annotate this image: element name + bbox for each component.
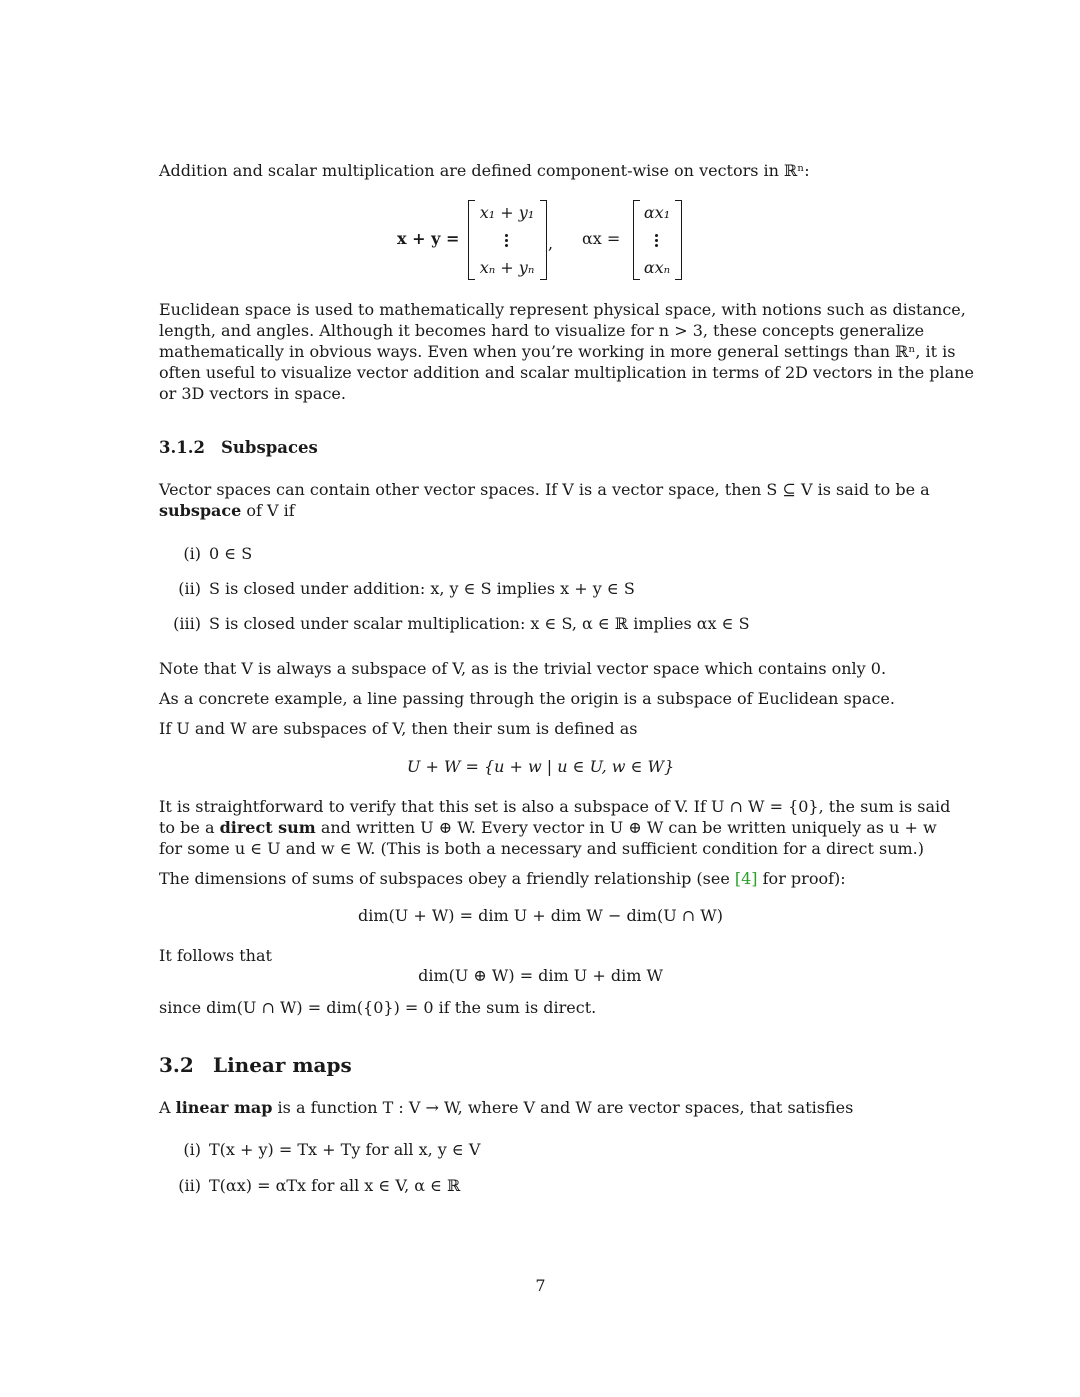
section-heading	[159, 1053, 352, 1077]
scalar-top-entry: αx₁	[643, 203, 671, 222]
right-bracket-1	[540, 200, 547, 280]
text-span: for proof):	[757, 869, 846, 888]
sum-bottom-entry: xₙ + yₙ	[479, 258, 535, 277]
text-span: and written U ⊕ W. Every vector in U ⊕ W can be written uniquely as u + w	[315, 818, 937, 837]
item-text: T(αx) = αTx for all x ∈ V, α ∈ ℝ	[209, 1176, 461, 1195]
text-span: to be a	[159, 818, 220, 837]
paragraph-line: for some u ∈ U and w ∈ W. (This is both a necessary and sufficient condition for a direct sum.)	[159, 839, 925, 858]
since-line: since dim(U ∩ W) = dim({0}) = 0 if the sum is direct.	[159, 998, 597, 1017]
subspace-def-line2	[159, 500, 295, 521]
subsection-number: 3.1.2	[159, 438, 205, 457]
follows-line: It follows that	[159, 946, 272, 965]
paragraph-line: or 3D vectors in space.	[159, 384, 346, 403]
item-text: S is closed under addition: x, y ∈ S implies x + y ∈ S	[209, 579, 635, 598]
right-bracket-2	[675, 200, 682, 280]
linear-map-term: linear map	[175, 1098, 273, 1117]
item-text: T(x + y) = Tx + Ty for all x, y ∈ V	[209, 1140, 481, 1159]
note-line: Note that V is always a subspace of V, as is the trivial vector space which contains only 0.	[159, 659, 887, 678]
item-text: 0 ∈ S	[209, 544, 253, 563]
subspace-def-line1: Vector spaces can contain other vector spaces. If V is a vector space, then S ⊆ V is said to be a	[159, 480, 930, 499]
vdots-1	[505, 232, 509, 249]
sum-definition-equation: U + W = {u + w | u ∈ U, w ∈ W}	[406, 757, 675, 776]
list-item	[159, 1176, 460, 1195]
text-span: A	[159, 1098, 176, 1117]
intro-line: Addition and scalar multiplication are defined component-wise on vectors in ℝⁿ:	[159, 161, 810, 180]
separator-comma: ,	[548, 234, 554, 253]
direct-sum-term: direct sum	[219, 818, 316, 837]
dimension-paragraph	[159, 868, 846, 889]
scalar-bottom-entry: αxₙ	[643, 258, 671, 277]
item-label: (i)	[183, 1140, 201, 1159]
paragraph-line	[159, 817, 937, 838]
note-line: If U and W are subspaces of V, then their sum is defined as	[159, 719, 638, 738]
item-label: (ii)	[178, 1176, 201, 1195]
paragraph-line: Euclidean space is used to mathematically represent physical space, with notions such as distance,	[159, 300, 966, 319]
list-item	[159, 614, 750, 633]
text-span: The dimensions of sums of subspaces obey a friendly relationship (see	[159, 869, 735, 888]
document-page	[159, 0, 974, 1397]
dimension-equation-1: dim(U + W) = dim U + dim W − dim(U ∩ W)	[358, 906, 723, 925]
subsection-title: Subspaces	[221, 438, 318, 457]
subspace-term: subspace	[159, 501, 242, 520]
subsection-heading	[159, 438, 318, 457]
subspace-def-rest: of V if	[241, 501, 295, 520]
dimension-equation-2: dim(U ⊕ W) = dim U + dim W	[418, 966, 663, 985]
list-item	[159, 1140, 480, 1159]
paragraph-line: often useful to visualize vector addition and scalar multiplication in terms of 2D vectors in the plane	[159, 363, 974, 382]
page-number: 7	[535, 1276, 546, 1295]
text-span: is a function T : V → W, where V and W are vector spaces, that satisfies	[272, 1098, 854, 1117]
vector-operations-equation	[159, 198, 922, 282]
note-line: As a concrete example, a line passing through the origin is a subspace of Euclidean space.	[159, 689, 895, 708]
item-label: (i)	[183, 544, 201, 563]
citation-link[interactable]: [4]	[734, 869, 758, 888]
item-text: S is closed under scalar multiplication: x ∈ S, α ∈ ℝ implies αx ∈ S	[209, 614, 750, 633]
section-title: Linear maps	[213, 1053, 352, 1077]
paragraph-line: It is straightforward to verify that this set is also a subspace of V. If U ∩ W = {0}, the sum is said	[159, 797, 951, 816]
vdots-2	[655, 232, 659, 249]
item-label: (ii)	[178, 579, 201, 598]
list-item	[159, 579, 635, 598]
sum-lhs: x + y =	[397, 229, 460, 248]
paragraph-line: mathematically in obvious ways. Even when you’re working in more general settings than ℝⁿ, it is	[159, 342, 956, 361]
sum-top-entry: x₁ + y₁	[479, 203, 535, 222]
linear-map-definition	[159, 1097, 853, 1118]
section-number: 3.2	[159, 1053, 194, 1077]
item-label: (iii)	[173, 614, 201, 633]
paragraph-line: length, and angles. Although it becomes hard to visualize for n > 3, these concepts generalize	[159, 321, 925, 340]
list-item	[159, 544, 252, 563]
scalar-lhs: αx =	[582, 229, 621, 248]
